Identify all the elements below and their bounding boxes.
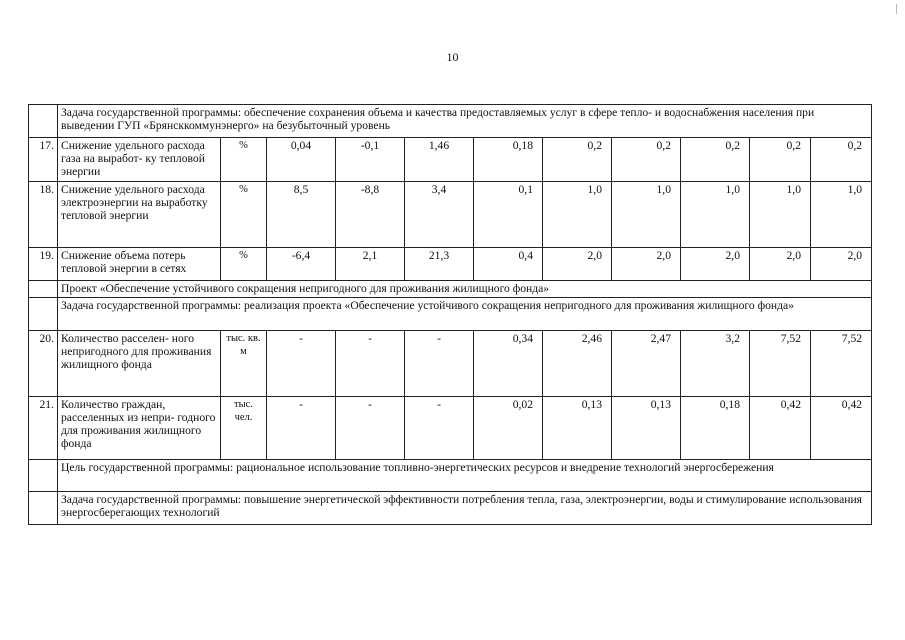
section-heading: Задача государственной программы: обеспечение сохранения объема и качества предоставляемых услуг в сфере тепло- и водоснабжения населения при выведении ГУП «Брянсккоммунэнерго» на безубыточный уровень: [58, 105, 872, 138]
indicators-table: [28, 104, 872, 525]
indicator-value: 0,2: [811, 138, 872, 182]
page-number: 10: [446, 50, 459, 64]
indicator-value: 0,13: [543, 397, 612, 460]
row-number: 20.: [29, 331, 58, 397]
indicator-value: 0,2: [543, 138, 612, 182]
row-number-cell: [29, 281, 58, 298]
unit-of-measure: %: [221, 182, 267, 248]
indicator-value: -6,4: [267, 248, 336, 281]
indicator-value: -: [267, 397, 336, 460]
unit-of-measure: тыс. кв. м: [221, 331, 267, 397]
indicator-value: 0,4: [474, 248, 543, 281]
row-number-cell: [29, 105, 58, 138]
indicator-value: 2,0: [543, 248, 612, 281]
section-row: [29, 492, 872, 525]
indicator-value: 1,46: [405, 138, 474, 182]
indicator-row: [29, 138, 872, 182]
indicator-value: 2,0: [612, 248, 681, 281]
indicator-value: 7,52: [811, 331, 872, 397]
indicator-value: 0,02: [474, 397, 543, 460]
row-number: 19.: [29, 248, 58, 281]
section-heading: Задача государственной программы: реализация проекта «Обеспечение устойчивого сокращения непригодного для проживания жилищного фонда»: [58, 298, 872, 331]
indicator-value: 2,1: [336, 248, 405, 281]
indicator-row: [29, 397, 872, 460]
indicator-value: -8,8: [336, 182, 405, 248]
indicator-value: 1,0: [811, 182, 872, 248]
indicator-value: -: [267, 331, 336, 397]
indicator-value: 0,18: [681, 397, 750, 460]
indicator-row: [29, 248, 872, 281]
indicator-value: 0,04: [267, 138, 336, 182]
indicator-value: 2,0: [681, 248, 750, 281]
indicator-row: [29, 331, 872, 397]
section-heading: Задача государственной программы: повышение энергетической эффективности потребления тепла, газа, электроэнергии, воды и стимулирование использования энергосберегающих технологий: [58, 492, 872, 525]
indicator-value: -: [336, 331, 405, 397]
indicator-value: 1,0: [543, 182, 612, 248]
indicator-value: -0,1: [336, 138, 405, 182]
indicator-name: Снижение удельного расхода электроэнергии на выработку тепловой энергии: [58, 182, 221, 248]
row-number-cell: [29, 492, 58, 525]
section-row: [29, 105, 872, 138]
indicator-value: 21,3: [405, 248, 474, 281]
indicator-value: 7,52: [750, 331, 811, 397]
indicator-value: 0,34: [474, 331, 543, 397]
section-row: [29, 298, 872, 331]
scan-edge-mark: [896, 4, 897, 14]
indicator-value: 0,1: [474, 182, 543, 248]
indicator-value: -: [336, 397, 405, 460]
indicator-value: 3,4: [405, 182, 474, 248]
indicator-name: Количество граждан, расселенных из непри- годного для проживания жилищного фонда: [58, 397, 221, 460]
indicator-value: 0,42: [811, 397, 872, 460]
indicator-value: 1,0: [750, 182, 811, 248]
row-number-cell: [29, 460, 58, 492]
section-row: [29, 281, 872, 298]
indicator-value: 1,0: [612, 182, 681, 248]
indicator-row: [29, 182, 872, 248]
indicator-value: 0,2: [612, 138, 681, 182]
indicator-name: Снижение объема потерь тепловой энергии в сетях: [58, 248, 221, 281]
row-number: 17.: [29, 138, 58, 182]
indicator-value: 0,2: [750, 138, 811, 182]
unit-of-measure: %: [221, 248, 267, 281]
row-number-cell: [29, 298, 58, 331]
indicator-value: -: [405, 331, 474, 397]
indicator-name: Снижение удельного расхода газа на выработ- ку тепловой энергии: [58, 138, 221, 182]
indicator-value: 0,2: [681, 138, 750, 182]
unit-of-measure: %: [221, 138, 267, 182]
row-number: 18.: [29, 182, 58, 248]
indicator-value: 0,18: [474, 138, 543, 182]
indicator-value: 2,47: [612, 331, 681, 397]
indicator-value: 8,5: [267, 182, 336, 248]
row-number: 21.: [29, 397, 58, 460]
indicator-value: 2,0: [750, 248, 811, 281]
section-row: [29, 460, 872, 492]
indicator-value: 3,2: [681, 331, 750, 397]
indicator-name: Количество расселен- ного непригодного для проживания жилищного фонда: [58, 331, 221, 397]
indicator-value: 2,0: [811, 248, 872, 281]
indicator-value: -: [405, 397, 474, 460]
section-heading: Проект «Обеспечение устойчивого сокращения непригодного для проживания жилищного фонда»: [58, 281, 872, 298]
indicator-value: 0,42: [750, 397, 811, 460]
indicator-value: 2,46: [543, 331, 612, 397]
indicator-value: 1,0: [681, 182, 750, 248]
section-heading: Цель государственной программы: рациональное использование топливно-энергетических ресурсов и внедрение технологий энергосбережения: [58, 460, 872, 492]
indicator-value: 0,13: [612, 397, 681, 460]
unit-of-measure: тыс. чел.: [221, 397, 267, 460]
